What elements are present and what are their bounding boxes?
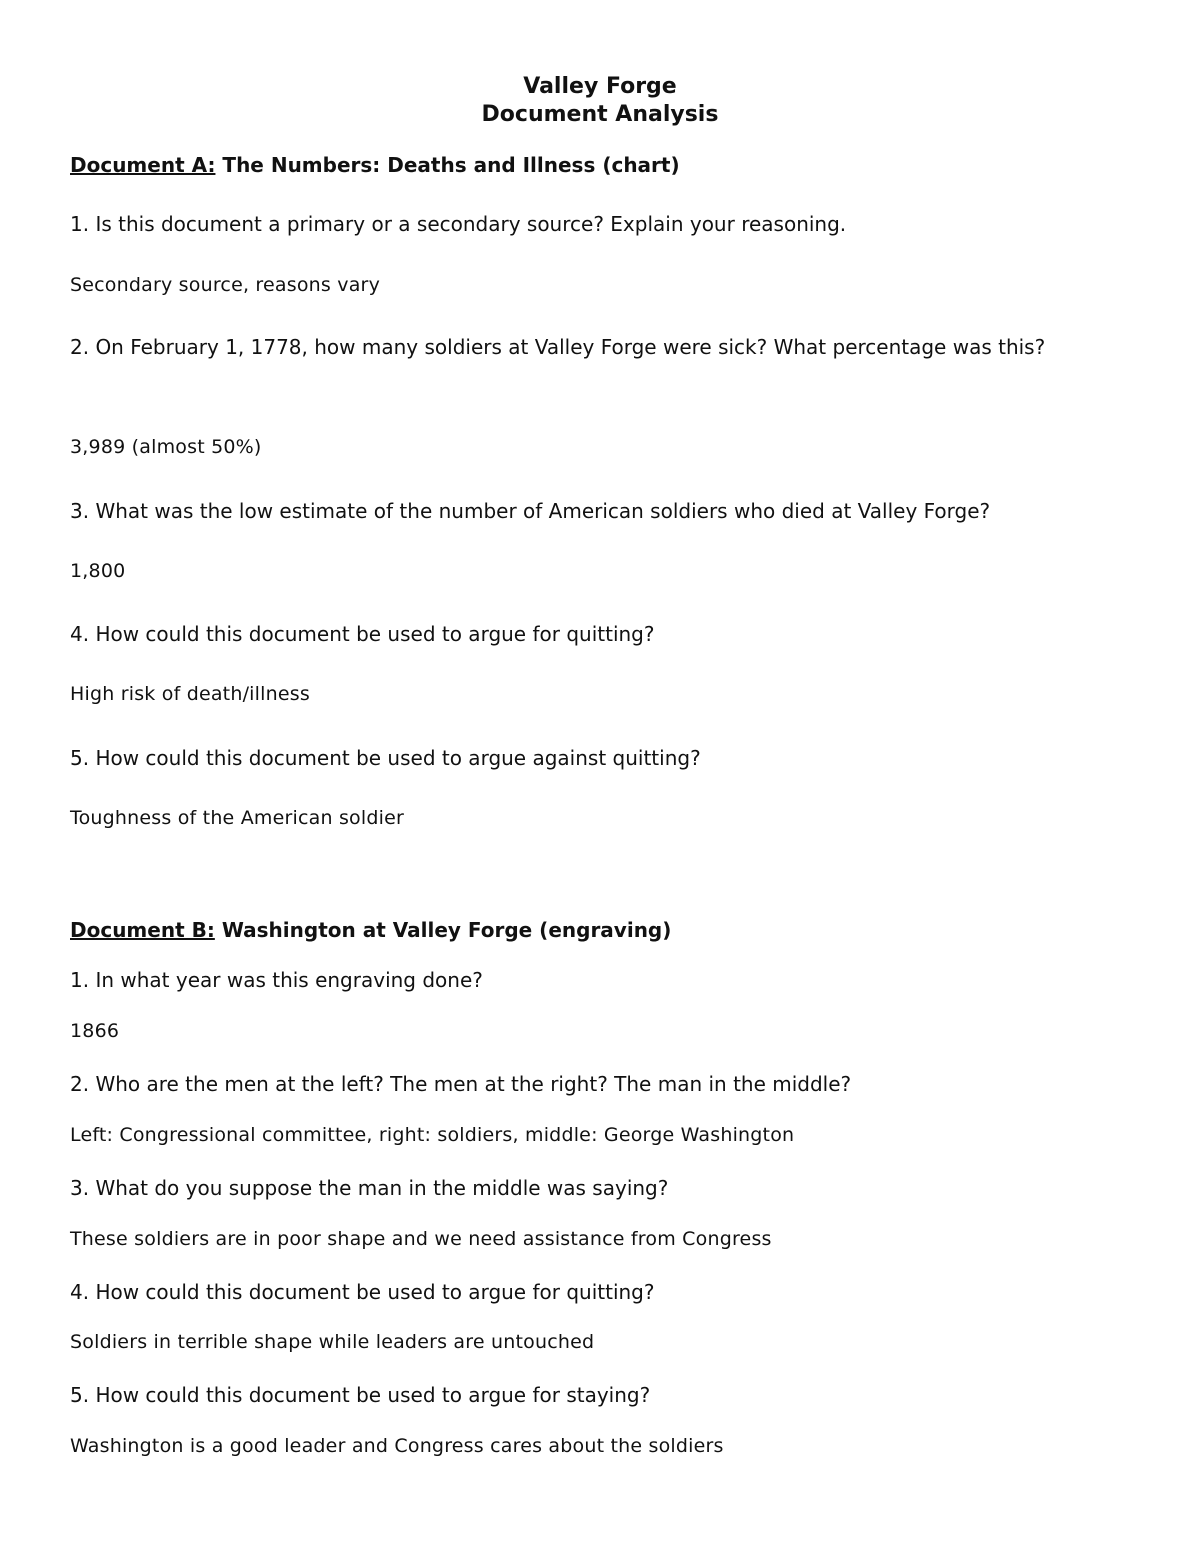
doc-a-question-2: 2. On February 1, 1778, how many soldiers at Valley Forge were sick? What percentage was this? (70, 335, 1046, 359)
doc-a-answer-1: Secondary source, reasons vary (70, 274, 381, 296)
doc-b-question-2: 2. Who are the men at the left? The men at the right? The man in the middle? (70, 1072, 852, 1096)
doc-b-question-3: 3. What do you suppose the man in the middle was saying? (70, 1176, 669, 1200)
doc-a-answer-4: High risk of death/illness (70, 683, 310, 705)
doc-a-question-4: 4. How could this document be used to argue for quitting? (70, 622, 655, 646)
doc-a-answer-5: Toughness of the American soldier (70, 807, 404, 829)
doc-b-question-5: 5. How could this document be used to argue for staying? (70, 1383, 651, 1407)
document-b-label: Document B: (70, 918, 215, 942)
title-line-1: Valley Forge (523, 74, 677, 99)
doc-b-answer-5: Washington is a good leader and Congress cares about the soldiers (70, 1435, 724, 1457)
doc-a-answer-2: 3,989 (almost 50%) (70, 436, 262, 458)
doc-b-answer-1: 1866 (70, 1020, 120, 1042)
title-line-2: Document Analysis (481, 102, 719, 127)
doc-a-question-3: 3. What was the low estimate of the number of American soldiers who died at Valley Forge? (70, 499, 991, 523)
document-b-title: Washington at Valley Forge (engraving) (221, 918, 672, 942)
document-a-label: Document A: (70, 153, 216, 177)
doc-b-answer-2: Left: Congressional committee, right: soldiers, middle: George Washington (70, 1124, 795, 1146)
doc-a-answer-3: 1,800 (70, 560, 126, 582)
doc-b-question-4: 4. How could this document be used to argue for quitting? (70, 1280, 655, 1304)
document-a-heading (70, 155, 680, 175)
doc-a-question-5: 5. How could this document be used to argue against quitting? (70, 746, 701, 770)
document-a-title: The Numbers: Deaths and Illness (chart) (222, 153, 680, 177)
doc-b-answer-3: These soldiers are in poor shape and we need assistance from Congress (70, 1228, 772, 1250)
document-b-heading (70, 920, 671, 940)
doc-b-answer-4: Soldiers in terrible shape while leaders are untouched (70, 1331, 595, 1353)
doc-b-question-1: 1. In what year was this engraving done? (70, 968, 483, 992)
doc-a-question-1: 1. Is this document a primary or a secondary source? Explain your reasoning. (70, 212, 847, 236)
